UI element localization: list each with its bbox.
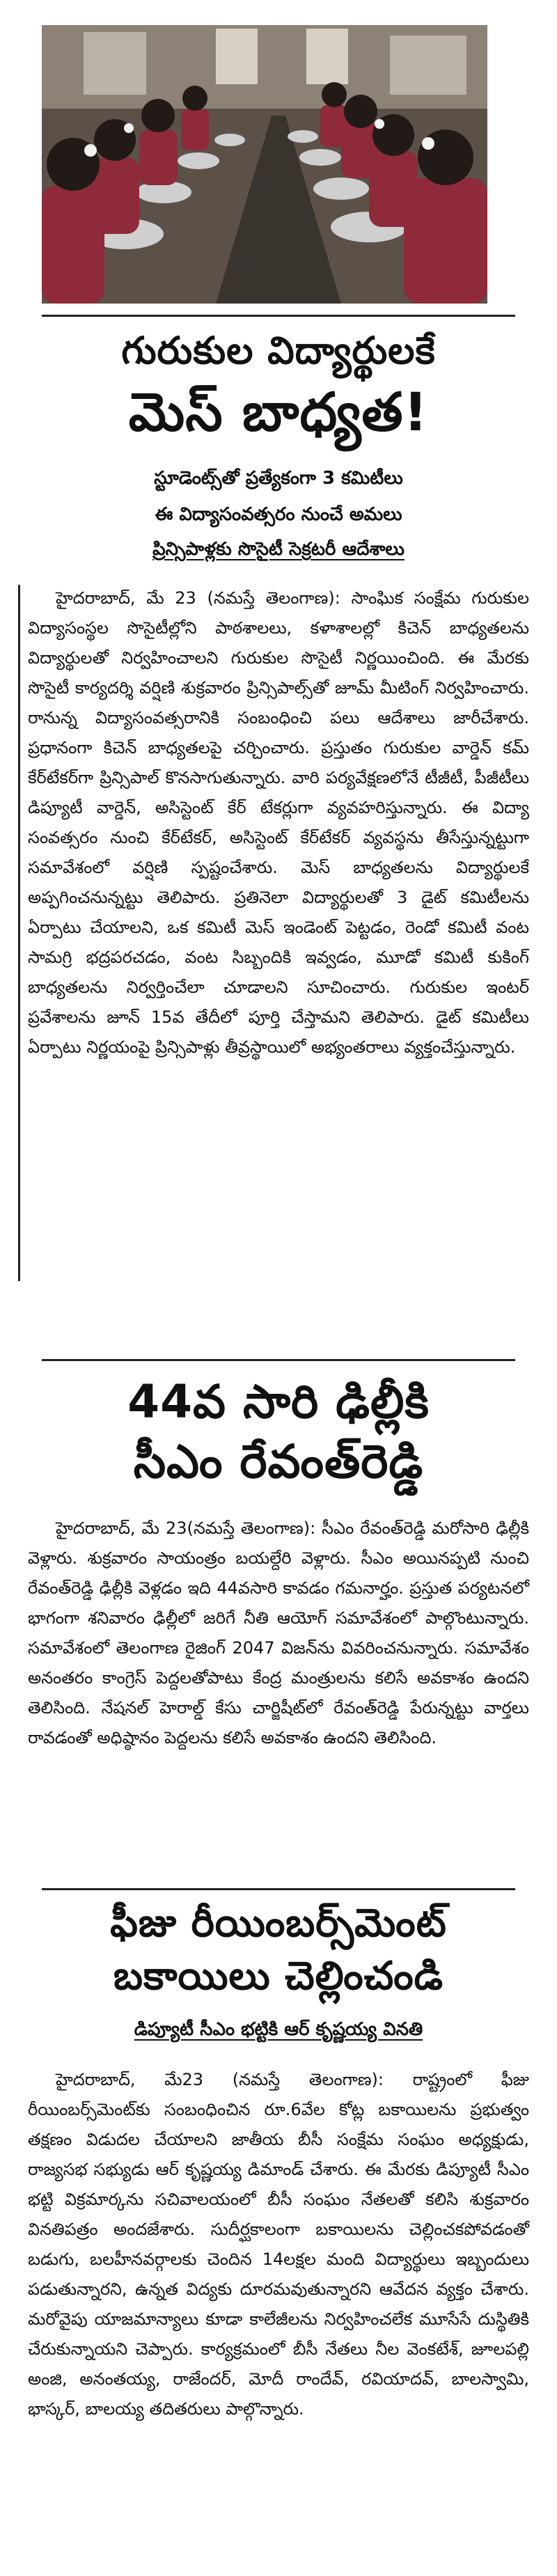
story1-headline-line1: గురుకుల విద్యార్థులకే [121, 329, 436, 372]
story3-deck1: డిప్యూటీ సీఎం భట్టికి ఆర్ కృష్ణయ్య వినతి [134, 2019, 423, 2040]
column-bracket [18, 585, 24, 1281]
mess-hall-photo [42, 25, 487, 304]
divider [42, 315, 515, 317]
story3-headline-line1: ఫీజు రీయింబర్స్‌మెంట్ [110, 1901, 447, 1946]
divider [42, 1888, 515, 1890]
story1-deck2: ఈ విద్యాసంవత్సరం నుంచే అమలు [155, 504, 402, 525]
story1-body [28, 583, 529, 1062]
story1-deck1: స్టూడెంట్స్‌తో ప్రత్యేకంగా 3 కమిటీలు [154, 468, 403, 489]
story2-headline-line2: సీఎం రేవంత్‌రెడ్డి [133, 1435, 424, 1489]
story1-deck3: ప్రిన్సిపాళ్లకు సొసైటీ సెక్రటరీ ఆదేశాలు [152, 539, 405, 560]
story1-paragraph: హైదరాబాద్, మే 23 (నమస్తే తెలంగాణ): సాంఘిక సంక్షేమ గురుకుల విద్యాసంస్థల సొసైటీల్లోని పాఠశాలలు, కళాశాలల్లో కిచెన్ బాధ్యతలను విద్యార్థులతో నిర్వహించాలని గురుకుల సొసైటీ నిర్ణయించింది. ఈ మేరకు సొసైటీ కార్యదర్శి వర్షిణి శుక్రవారం ప్రిన్సిపాల్స్‌తో జూమ్ మీటింగ్ నిర్వహించారు. రానున్న విద్యాసంవత్సరానికి సంబంధించి పలు ఆదేశాలు జారీచేశారు. ప్రధానంగా కిచెన్ బాధ్యతలపై చర్చించారు. ప్రస్తుతం గురుకుల వార్డెన్ కమ్ కేర్‌టేకర్‌గా ప్రిన్సిపాల్ కొనసాగుతున్నారు. వారి పర్యవేక్షణలోనే టీజీటీ, పీజీటీలు డిప్యూటీ వార్డెన్, అసిస్టెంట్ కేర్ టేకర్లుగా వ్యవహరిస్తున్నారు. ఈ విద్యా సంవత్సరం నుంచి కేర్‌టేకర్, అసిస్టెంట్ కేర్‌టేకర్ వ్యవస్థను తీసేస్తున్నట్టుగా సమావేశంలో వర్షిణి స్పష్టంచేశారు. మెస్ బాధ్యతలను విద్యార్థులకే అప్పగించనున్నట్టు తెలిపారు. ప్రతినెలా విద్యార్థులతో 3 డైట్ కమిటీలను ఏర్పాటు చేయాలని, ఒక కమిటీ మెస్ ఇండెంట్ పెట్టడం, రెండో కమిటీ వంట సామగ్రి భద్రపరచడం, వంట సిబ్బందికి ఇవ్వడం, మూడో కమిటీ కుకింగ్ బాధ్యతలను నిర్వర్తించేలా చూడాలని సూచించారు. గురుకుల ఇంటర్ ప్రవేశాలను జూన్ 15వ తేదీలో పూర్తి చేస్తామని తెలిపారు. డైట్ కమిటీలు ఏర్పాటు నిర్ణయంపై ప్రిన్సిపాళ్లు తీవ్రస్థాయిలో అభ్యంతరాలు వ్యక్తంచేస్తున్నారు. [28, 588, 529, 1057]
story1-headline-line2: మెస్ బాధ్యత! [128, 381, 429, 443]
story3-paragraph: హైదరాబాద్, మే23 (నమస్తే తెలంగాణ): రాష్ట్రంలో ఫీజు రీయింబర్స్‌మెంట్‌కు సంబంధించిన రూ.6వేల కోట్ల బకాయిలను ప్రభుత్వం తక్షణం విడుదల చేయాలని జాతీయ బీసీ సంక్షేమ సంఘం అధ్యక్షుడు, రాజ్యసభ సభ్యుడు ఆర్ కృష్ణయ్య డిమాండ్ చేశారు. ఈ మేరకు డిప్యూటీ సీఎం భట్టి విక్రమార్కను సచివాలయంలో బీసీ సంఘం నేతలతో కలిసి శుక్రవారం వినతిపత్రం అందజేశారు. సుదీర్ఘకాలంగా బకాయిలను చెల్లించకపోవడంతో బడుగు, బలహీనవర్గాలకు చెందిన 14లక్షల మంది విద్యార్థులు ఇబ్బందులు పడుతున్నారని, ఉన్నత విద్యకు దూరమవుతున్నారని ఆవేదన వ్యక్తం చేశారు. మరోవైపు యాజమాన్యాలు కూడా కాలేజీలను నిర్వహించలేక మూసేసే దుస్థితికి చేరుకున్నాయని చెప్పారు. కార్యక్రమంలో బీసీ నేతలు నీల వెంకటేశ్, జూలపల్లి అంజి, అనంతయ్య, రాజేందర్, మోదీ రాందేవ్, రవియాదవ్, బాలస్వామి, భాస్కర్, బాలయ్య తదితరులు పాల్గొన్నారు. [28, 2070, 529, 2419]
story2-headline-line1: 44వ సారి ఢిల్లీకి [127, 1375, 430, 1429]
story3-body [28, 2065, 529, 2424]
story3-headline-line2: బకాయిలు చెల్లించండి [113, 1954, 444, 1999]
story2-paragraph: హైదరాబాద్, మే 23(నమస్తే తెలంగాణ): సీఎం రేవంత్‌రెడ్డి మరోసారి ఢిల్లీకి వెళ్లారు. శుక్రవారం సాయంత్రం బయల్దేరి వెళ్లారు. సీఎం అయినప్పటి నుంచి రేవంత్‌రెడ్డి ఢిల్లీకి వెళ్లడం ఇది 44వసారి కావడం గమనార్హం. ప్రస్తుత పర్యటనలో భాగంగా శనివారం ఢిల్లీలో జరిగే నీతి ఆయోగ్ సమావేశంలో పాల్గొంటున్నారు. సమావేశంలో తెలంగాణ రైజింగ్ 2047 విజన్‌ను వివరించనున్నారు. సమావేశం అనంతరం కాంగ్రెస్ పెద్దలతోపాటు కేంద్ర మంత్రులను కలిసే అవకాశం ఉందని తెలిసింది. నేషనల్ హెరాల్డ్ కేసు చార్జిషీట్‌లో రేవంత్‌రెడ్డి పేరున్నట్టు వార్తలు రావడంతో అధిష్ఠానం పెద్దలను కలిసే అవకాశం ఉందని తెలిసింది. [28, 1518, 529, 1748]
story2-body [28, 1514, 529, 1753]
divider [42, 1359, 515, 1361]
